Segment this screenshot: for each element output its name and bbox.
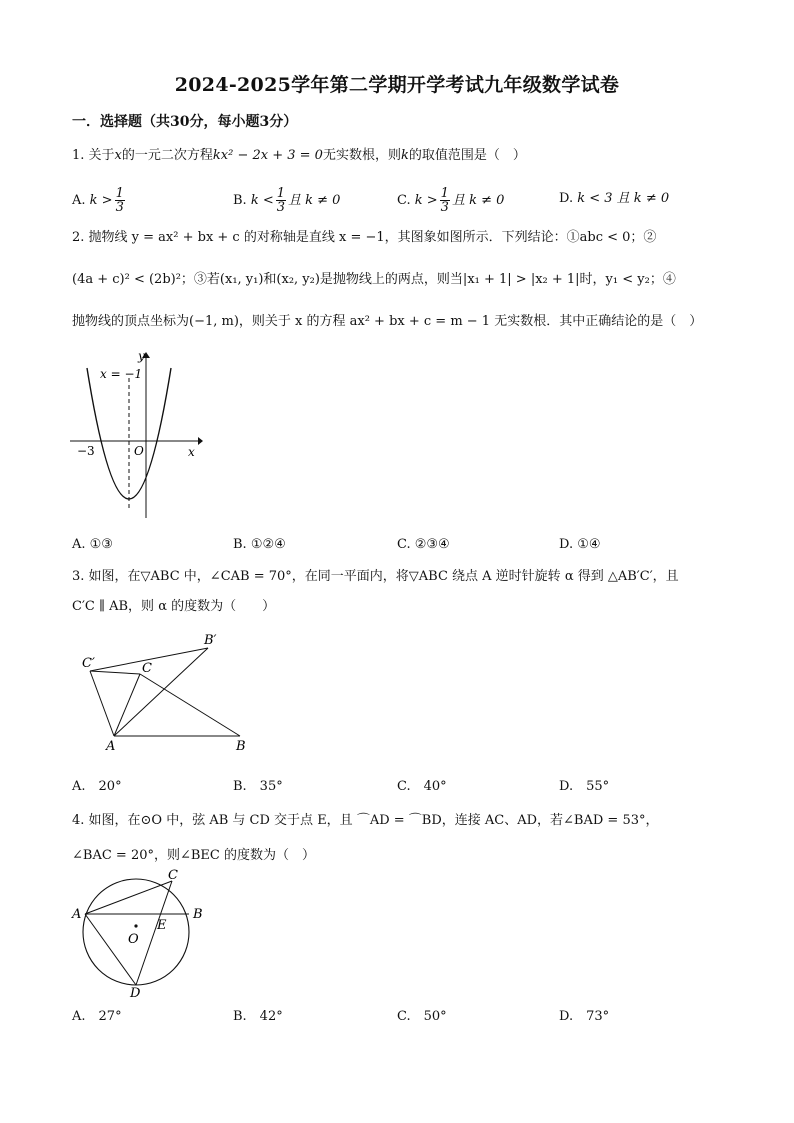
q2-option-b[interactable]: B. ①②④ xyxy=(233,537,286,552)
q1-option-a-fraction xyxy=(115,187,125,214)
q1-option-c[interactable] xyxy=(397,187,504,214)
rotation-triangle-figure xyxy=(78,628,258,754)
q1-option-d-letter: D. xyxy=(559,191,574,206)
section-heading: 一．选择题（共30分，每小题3分） xyxy=(72,114,298,130)
fraction-denominator: 3 xyxy=(115,200,124,215)
q1-option-b-fraction xyxy=(276,187,286,214)
q3-option-c[interactable]: C. 40° xyxy=(397,779,447,794)
q1-option-c-letter: C. xyxy=(397,193,411,208)
q1-option-a-letter: A. xyxy=(72,193,86,208)
q4-option-b[interactable]: B. 42° xyxy=(233,1009,283,1024)
segment-ad xyxy=(85,914,136,985)
q4-option-a[interactable]: A. 27° xyxy=(72,1009,122,1024)
q3-option-b[interactable]: B. 35° xyxy=(233,779,283,794)
q3-option-a[interactable]: A. 20° xyxy=(72,779,122,794)
q1-var-x: x xyxy=(114,148,122,163)
q1-option-c-condition: 且 k ≠ 0 xyxy=(451,193,505,208)
label-a: A xyxy=(72,907,82,922)
question-2-line-1: 2. 抛物线 y = ax² + bx + c 的对称轴是直线 x = −1，其图象如图所示．下列结论：①abc < 0；② xyxy=(72,230,657,245)
q1-stem-c: 无实数根，则 xyxy=(322,148,401,163)
q1-option-c-fraction xyxy=(440,187,450,214)
fraction-denominator: 3 xyxy=(276,200,286,215)
segment-c-prime-c xyxy=(90,671,140,674)
fraction-numerator: 1 xyxy=(440,186,449,201)
symmetry-line-label: x = −1 xyxy=(100,367,143,381)
segment-ac xyxy=(85,881,172,914)
segment-ac-prime xyxy=(90,671,114,736)
question-4-line-2: ∠BAC = 20°，则∠BEC 的度数为（ ） xyxy=(72,848,315,863)
page-title: 2024-2025学年第二学期开学考试九年级数学试卷 xyxy=(174,74,620,96)
y-axis-label: y xyxy=(138,349,145,363)
q4-option-c[interactable]: C. 50° xyxy=(397,1009,447,1024)
question-2-line-3: 抛物线的顶点坐标为(−1, m)，则关于 x 的方程 ax² + bx + c = m − 1 无实数根．其中正确结论的是（ ） xyxy=(72,314,703,329)
segment-ac xyxy=(114,674,140,736)
q1-option-b-letter: B. xyxy=(233,193,247,208)
chord-cd xyxy=(136,881,172,985)
q1-var-k: k xyxy=(400,148,409,163)
segment-ab-prime xyxy=(114,648,208,736)
question-3-line-1: 3. 如图，在▽ABC 中，∠CAB = 70°，在同一平面内，将▽ABC 绕点 A 逆时针旋转 α 得到 △AB′C′，且 xyxy=(72,569,679,584)
x-axis-label: x xyxy=(188,445,195,459)
q2-option-a[interactable]: A. ①③ xyxy=(72,537,113,552)
label-b-prime: B′ xyxy=(204,633,217,648)
q1-option-b-text: k < xyxy=(250,193,274,208)
parabola-graph xyxy=(66,348,206,526)
q1-stem-b: 的一元二次方程 xyxy=(121,148,213,163)
q1-option-d[interactable] xyxy=(559,187,669,206)
question-2-line-2: (4a + c)² < (2b)²；③若(x₁, y₁)和(x₂, y₂)是抛物线上的两点，则当|x₁ + 1| > |x₂ + 1|时，y₁ < y₂；④ xyxy=(72,272,676,287)
label-e: E xyxy=(157,918,167,933)
label-c-prime: C′ xyxy=(82,656,95,671)
q2-option-c[interactable]: C. ②③④ xyxy=(397,537,450,552)
question-4-line-1: 4. 如图，在⊙O 中，弦 AB 与 CD 交于点 E，且 ⌒AD = ⌒BD，连接 AC、AD，若∠BAD = 53°， xyxy=(72,813,659,828)
q1-equation: kx² − 2x + 3 = 0 xyxy=(212,148,323,163)
label-b: B xyxy=(193,907,203,922)
question-1-stem xyxy=(72,147,526,165)
question-1-options xyxy=(0,178,794,214)
center-point xyxy=(134,924,137,927)
tick-label-minus-3: −3 xyxy=(77,444,95,458)
q1-stem-a: 1. 关于 xyxy=(72,148,115,163)
question-3-line-2: C′C ∥ AB，则 α 的度数为（ ） xyxy=(72,599,276,614)
q2-option-d[interactable]: D. ①④ xyxy=(559,537,601,552)
q3-option-d[interactable]: D. 55° xyxy=(559,779,610,794)
q1-option-b-condition: 且 k ≠ 0 xyxy=(288,193,341,208)
q1-option-d-text: k < 3 且 k ≠ 0 xyxy=(577,191,670,206)
q4-option-d[interactable]: D. 73° xyxy=(559,1009,610,1024)
label-a: A xyxy=(106,739,116,754)
origin-label: O xyxy=(134,444,144,458)
q1-option-a[interactable] xyxy=(72,187,127,214)
circle-chord-figure xyxy=(66,866,216,1002)
fraction-numerator: 1 xyxy=(276,186,286,201)
label-o: O xyxy=(128,932,139,947)
fraction-numerator: 1 xyxy=(115,186,124,201)
q1-option-a-text: k > xyxy=(89,193,113,208)
label-c: C xyxy=(142,661,152,676)
q1-stem-d: 的取值范围是（ ） xyxy=(408,148,526,163)
fraction-denominator: 3 xyxy=(440,200,449,215)
label-d: D xyxy=(130,986,141,1001)
q1-option-c-text: k > xyxy=(414,193,438,208)
label-b: B xyxy=(236,739,246,754)
label-c: C xyxy=(168,868,178,883)
q1-option-b[interactable] xyxy=(233,187,340,214)
segment-cb xyxy=(140,674,240,736)
x-axis-arrow xyxy=(198,437,203,445)
